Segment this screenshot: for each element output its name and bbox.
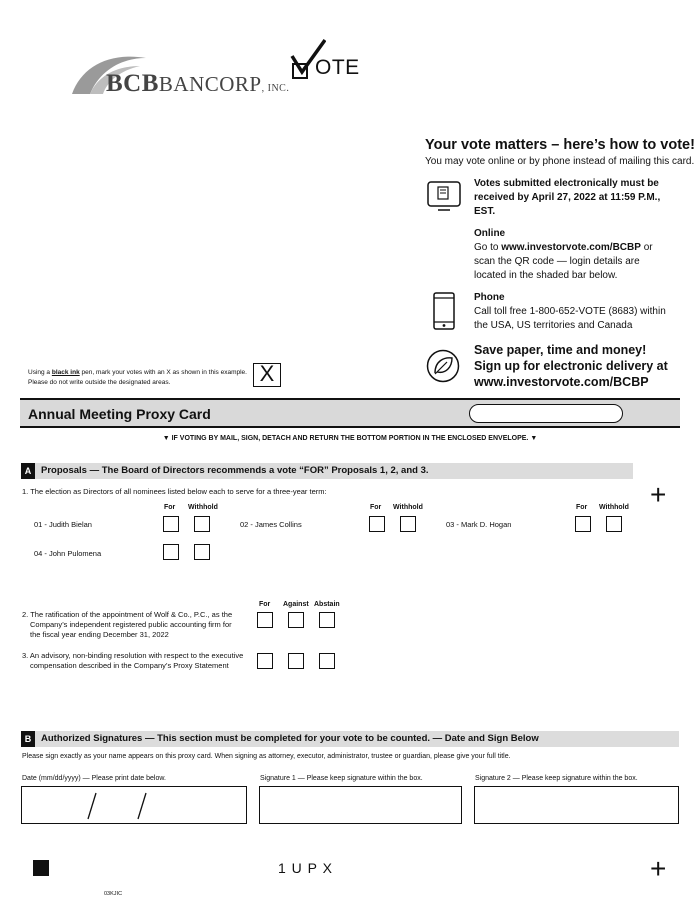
registration-mark-icon: + — [650, 479, 667, 510]
instructions-black-ink: black ink — [51, 369, 80, 376]
vote-info-title: Your vote matters – here’s how to vote! — [425, 137, 695, 153]
nominee-03-for-checkbox[interactable] — [575, 516, 591, 532]
proposal-2-line-3: the fiscal year ending December 31, 2022 — [30, 630, 169, 639]
col-for-2: For — [370, 504, 382, 511]
proposal-3-line-1: 3. An advisory, non-binding resolution with respect to the executive — [22, 651, 244, 660]
signature-2-label: Signature 2 — Please keep signature within the box. — [475, 775, 638, 782]
signature-1-field[interactable] — [259, 786, 462, 824]
instructions-suffix: pen, mark your votes with an X as shown in this example. — [79, 369, 247, 376]
proposal-3-against-checkbox[interactable] — [288, 653, 304, 669]
proposal-3-abstain-checkbox[interactable] — [319, 653, 335, 669]
vote-info-subtitle: You may vote online or by phone instead of mailing this card. — [425, 156, 695, 167]
nominee-02-withhold-checkbox[interactable] — [400, 516, 416, 532]
nominee-04-withhold-checkbox[interactable] — [194, 544, 210, 560]
phone-text: Call toll free 1-800-652-VOTE (8683) within the USA, US territories and Canada — [474, 306, 666, 331]
date-slashes — [22, 787, 248, 825]
logo-text-inc: , INC. — [261, 83, 290, 94]
logo-text-bcb: BCB — [106, 70, 159, 97]
instructions-line-1 — [28, 368, 258, 378]
proposal-2-text — [22, 610, 232, 640]
green-line-2: Sign up for electronic delivery at — [474, 359, 668, 373]
fold-notice — [0, 435, 700, 442]
phone-icon — [432, 292, 456, 330]
proposal-3-for-checkbox[interactable] — [257, 653, 273, 669]
nominee-01: 01 - Judith Bielan — [34, 520, 92, 529]
online-url[interactable]: www.investorvote.com/BCBP — [501, 242, 641, 253]
nominee-04-for-checkbox[interactable] — [163, 544, 179, 560]
section-a-letter: A — [21, 463, 35, 479]
nominee-03-withhold-checkbox[interactable] — [606, 516, 622, 532]
electronic-delivery — [474, 342, 694, 390]
marking-instructions — [28, 368, 258, 388]
nominee-01-withhold-checkbox[interactable] — [194, 516, 210, 532]
triangle-down-icon: ▼ — [528, 435, 538, 442]
monitor-icon — [426, 180, 462, 212]
instructions-prefix: Using a — [28, 369, 52, 376]
online-section — [474, 227, 674, 283]
footer-code: 1 U P X — [278, 860, 333, 876]
footer-small-code: 03KJIC — [104, 891, 123, 897]
proposal-2-line-1: 2. The ratification of the appointment of Wolf & Co., P.C., as the — [22, 610, 233, 619]
online-text-prefix: Go to — [474, 242, 502, 253]
col-against-p2: Against — [283, 601, 309, 608]
nominee-04: 04 - John Pulomena — [34, 549, 102, 558]
registration-mark-icon: + — [650, 853, 667, 884]
instructions-line-2: Please do not write outside the designated areas. — [28, 379, 171, 386]
section-b-bar — [21, 731, 679, 747]
proposal-1-text: 1. The election as Directors of all nominees listed below each to serve for a three-year term: — [22, 487, 327, 496]
registration-square — [33, 860, 49, 876]
nominee-02-for-checkbox[interactable] — [369, 516, 385, 532]
phone-section — [474, 291, 674, 333]
proposal-3-text — [22, 651, 243, 671]
green-line-3[interactable]: www.investorvote.com/BCBP — [474, 375, 649, 389]
leaf-icon — [426, 349, 460, 383]
fold-notice-text: IF VOTING BY MAIL, SIGN, DETACH AND RETURN THE BOTTOM PORTION IN THE ENCLOSED ENVELOPE. — [171, 435, 529, 442]
vote-logo — [290, 38, 360, 82]
nominee-02: 02 - James Collins — [240, 520, 302, 529]
col-abstain-p2: Abstain — [314, 601, 340, 608]
control-number-field — [469, 404, 623, 423]
online-text-suffix: or scan the QR code — login details are located in the shaded bar below. — [474, 242, 653, 281]
col-withhold-3: Withhold — [599, 504, 629, 511]
col-for-p2: For — [259, 601, 271, 608]
vote-word: OTE — [315, 56, 360, 79]
deadline-text: Votes submitted electronically must be received by April 27, 2022 at 11:59 P.M., EST. — [474, 178, 661, 217]
green-line-1: Save paper, time and money! — [474, 343, 647, 357]
online-title: Online — [474, 228, 506, 239]
proposal-2-abstain-checkbox[interactable] — [319, 612, 335, 628]
signature-2-field[interactable] — [474, 786, 679, 824]
example-mark-box: X — [253, 363, 281, 387]
phone-title: Phone — [474, 292, 505, 303]
proposal-2-line-2: Company’s independent registered public accounting firm for — [30, 620, 232, 629]
col-for-3: For — [576, 504, 588, 511]
signature-instructions: Please sign exactly as your name appears on this proxy card. When signing as attorney, executor, administrator, trustee or guardian, please give your full title. — [22, 753, 511, 760]
section-b-letter: B — [21, 731, 35, 747]
col-for-1: For — [164, 504, 176, 511]
proposal-3-line-2: compensation described in the Company’s Proxy Statement — [30, 661, 229, 670]
section-a-bar — [21, 463, 633, 479]
proxy-card-header — [20, 398, 680, 428]
date-label: Date (mm/dd/yyyy) — Please print date below. — [22, 775, 166, 782]
triangle-down-icon: ▼ — [162, 435, 172, 442]
date-field[interactable] — [21, 786, 247, 824]
section-a-title: Proposals — The Board of Directors recommends a vote “FOR” Proposals 1, 2, and 3. — [41, 465, 429, 476]
online-text — [474, 241, 674, 283]
section-b-title: Authorized Signatures — This section must be completed for your vote to be counted. — Date and Sign Below — [41, 733, 539, 744]
col-withhold-2: Withhold — [393, 504, 423, 511]
signature-1-label: Signature 1 — Please keep signature within the box. — [260, 775, 423, 782]
nominee-01-for-checkbox[interactable] — [163, 516, 179, 532]
col-withhold-1: Withhold — [188, 504, 218, 511]
proposal-2-for-checkbox[interactable] — [257, 612, 273, 628]
proxy-card-title: Annual Meeting Proxy Card — [28, 406, 211, 422]
logo-text-bancorp: BANCORP — [158, 72, 262, 96]
proposal-2-against-checkbox[interactable] — [288, 612, 304, 628]
company-logo — [70, 52, 290, 98]
nominee-03: 03 - Mark D. Hogan — [446, 520, 512, 529]
